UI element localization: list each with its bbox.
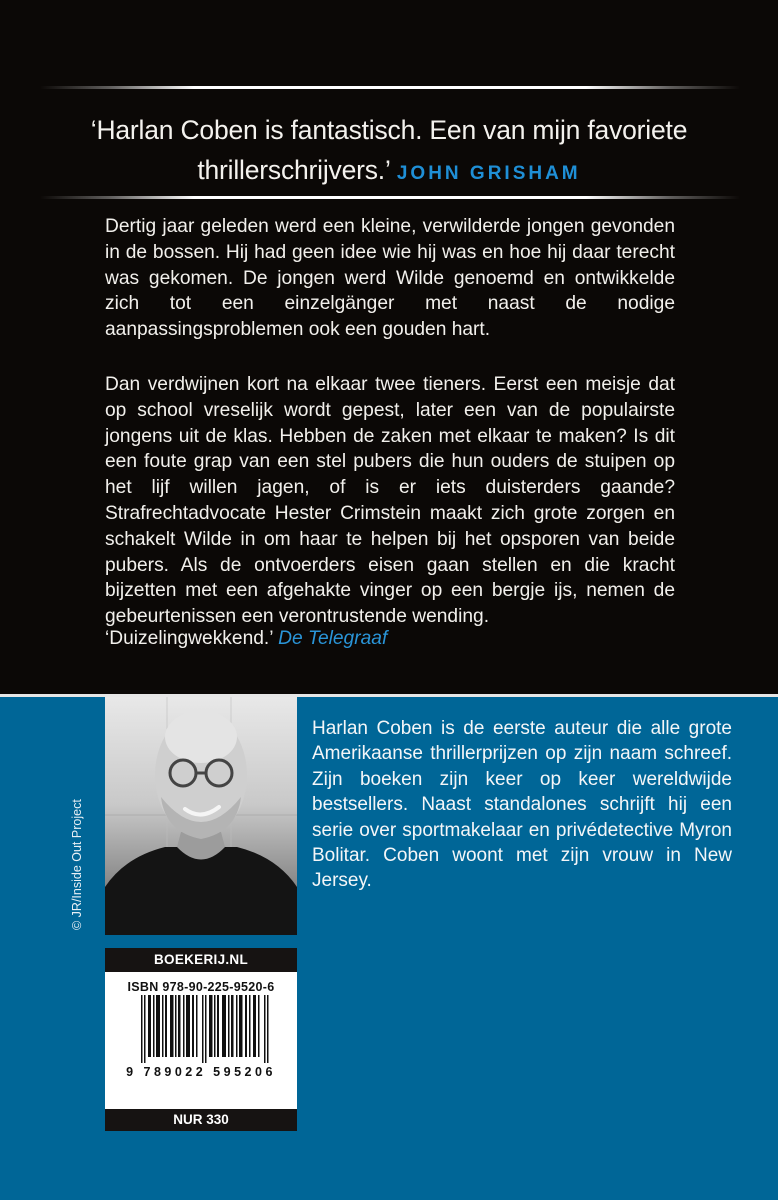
isbn-label: ISBN 978-90-225-9520-6 <box>127 980 275 994</box>
blurb-paragraph-2 <box>105 372 675 630</box>
barcode-panel <box>105 948 297 1131</box>
publisher-website: BOEKERIJ.NL <box>105 948 297 972</box>
endorsement-quote <box>60 110 718 194</box>
endorsement-text: ‘Harlan Coben is fantastisch. Een van mijn favoriete thrillerschrijvers.’ <box>90 115 688 185</box>
author-photo <box>105 697 297 935</box>
nur-code: NUR 330 <box>105 1109 297 1131</box>
author-portrait-icon <box>105 697 297 935</box>
decorative-rule-bottom <box>40 196 740 199</box>
endorsement-attribution: JOHN GRISHAM <box>396 163 581 184</box>
decorative-rule-top <box>40 86 740 89</box>
barcode-icon <box>141 995 269 1063</box>
blurb-text-2: Dan verdwijnen kort na elkaar twee tieners. Eerst een meisje dat op school vreselijk wordt gepest, later een van de populairste jongens uit de klas. Hebben de zaken met elkaar te maken? Is dit een foute grap van een stel pubers die hun ouders de stuipen op het lijf willen jagen, of is er iets duisterders gaande? Strafrechtadvocate Hester Crimstein maakt zich grote zorgen en schakelt Wilde in om haar te helpen bij het opsporen van beide pubers. Als de ontvoerders eisen gaan stellen en die kracht bijzetten met een afgehakte vinger op een bergje ijs, nemen de gebeurtenissen een verontrustende wending. <box>105 374 675 628</box>
blurb-text-1: Dertig jaar geleden werd een kleine, verwilderde jongen gevonden in de bossen. Hij had geen idee wie hij was en hoe hij daar terecht was gekomen. De jongen werd Wilde genoemd en ontwikkelde zich tot een einzelgänger met naast de nodige aanpassingsproblemen ook een gouden hart. <box>105 216 675 341</box>
author-bio: Harlan Coben is de eerste auteur die alle grote Amerikaanse thrillerprijzen op zijn naam schreef. Zijn boeken zijn keer op keer wereldwijde bestsellers. Naast standalones schrijft hij een serie over sportmakelaar en privédetective Myron Bolitar. Coben woont met zijn vrouw in New Jersey. <box>312 718 732 892</box>
press-quote-text: ‘Duizelingwekkend.’ <box>105 628 273 649</box>
press-quote-source: De Telegraaf <box>278 628 388 649</box>
barcode-digits: 9 789022 595206 <box>126 1065 276 1079</box>
press-quote <box>105 628 387 650</box>
photo-credit: © JR/Inside Out Project <box>70 799 84 930</box>
blurb-paragraph-1 <box>105 214 675 343</box>
